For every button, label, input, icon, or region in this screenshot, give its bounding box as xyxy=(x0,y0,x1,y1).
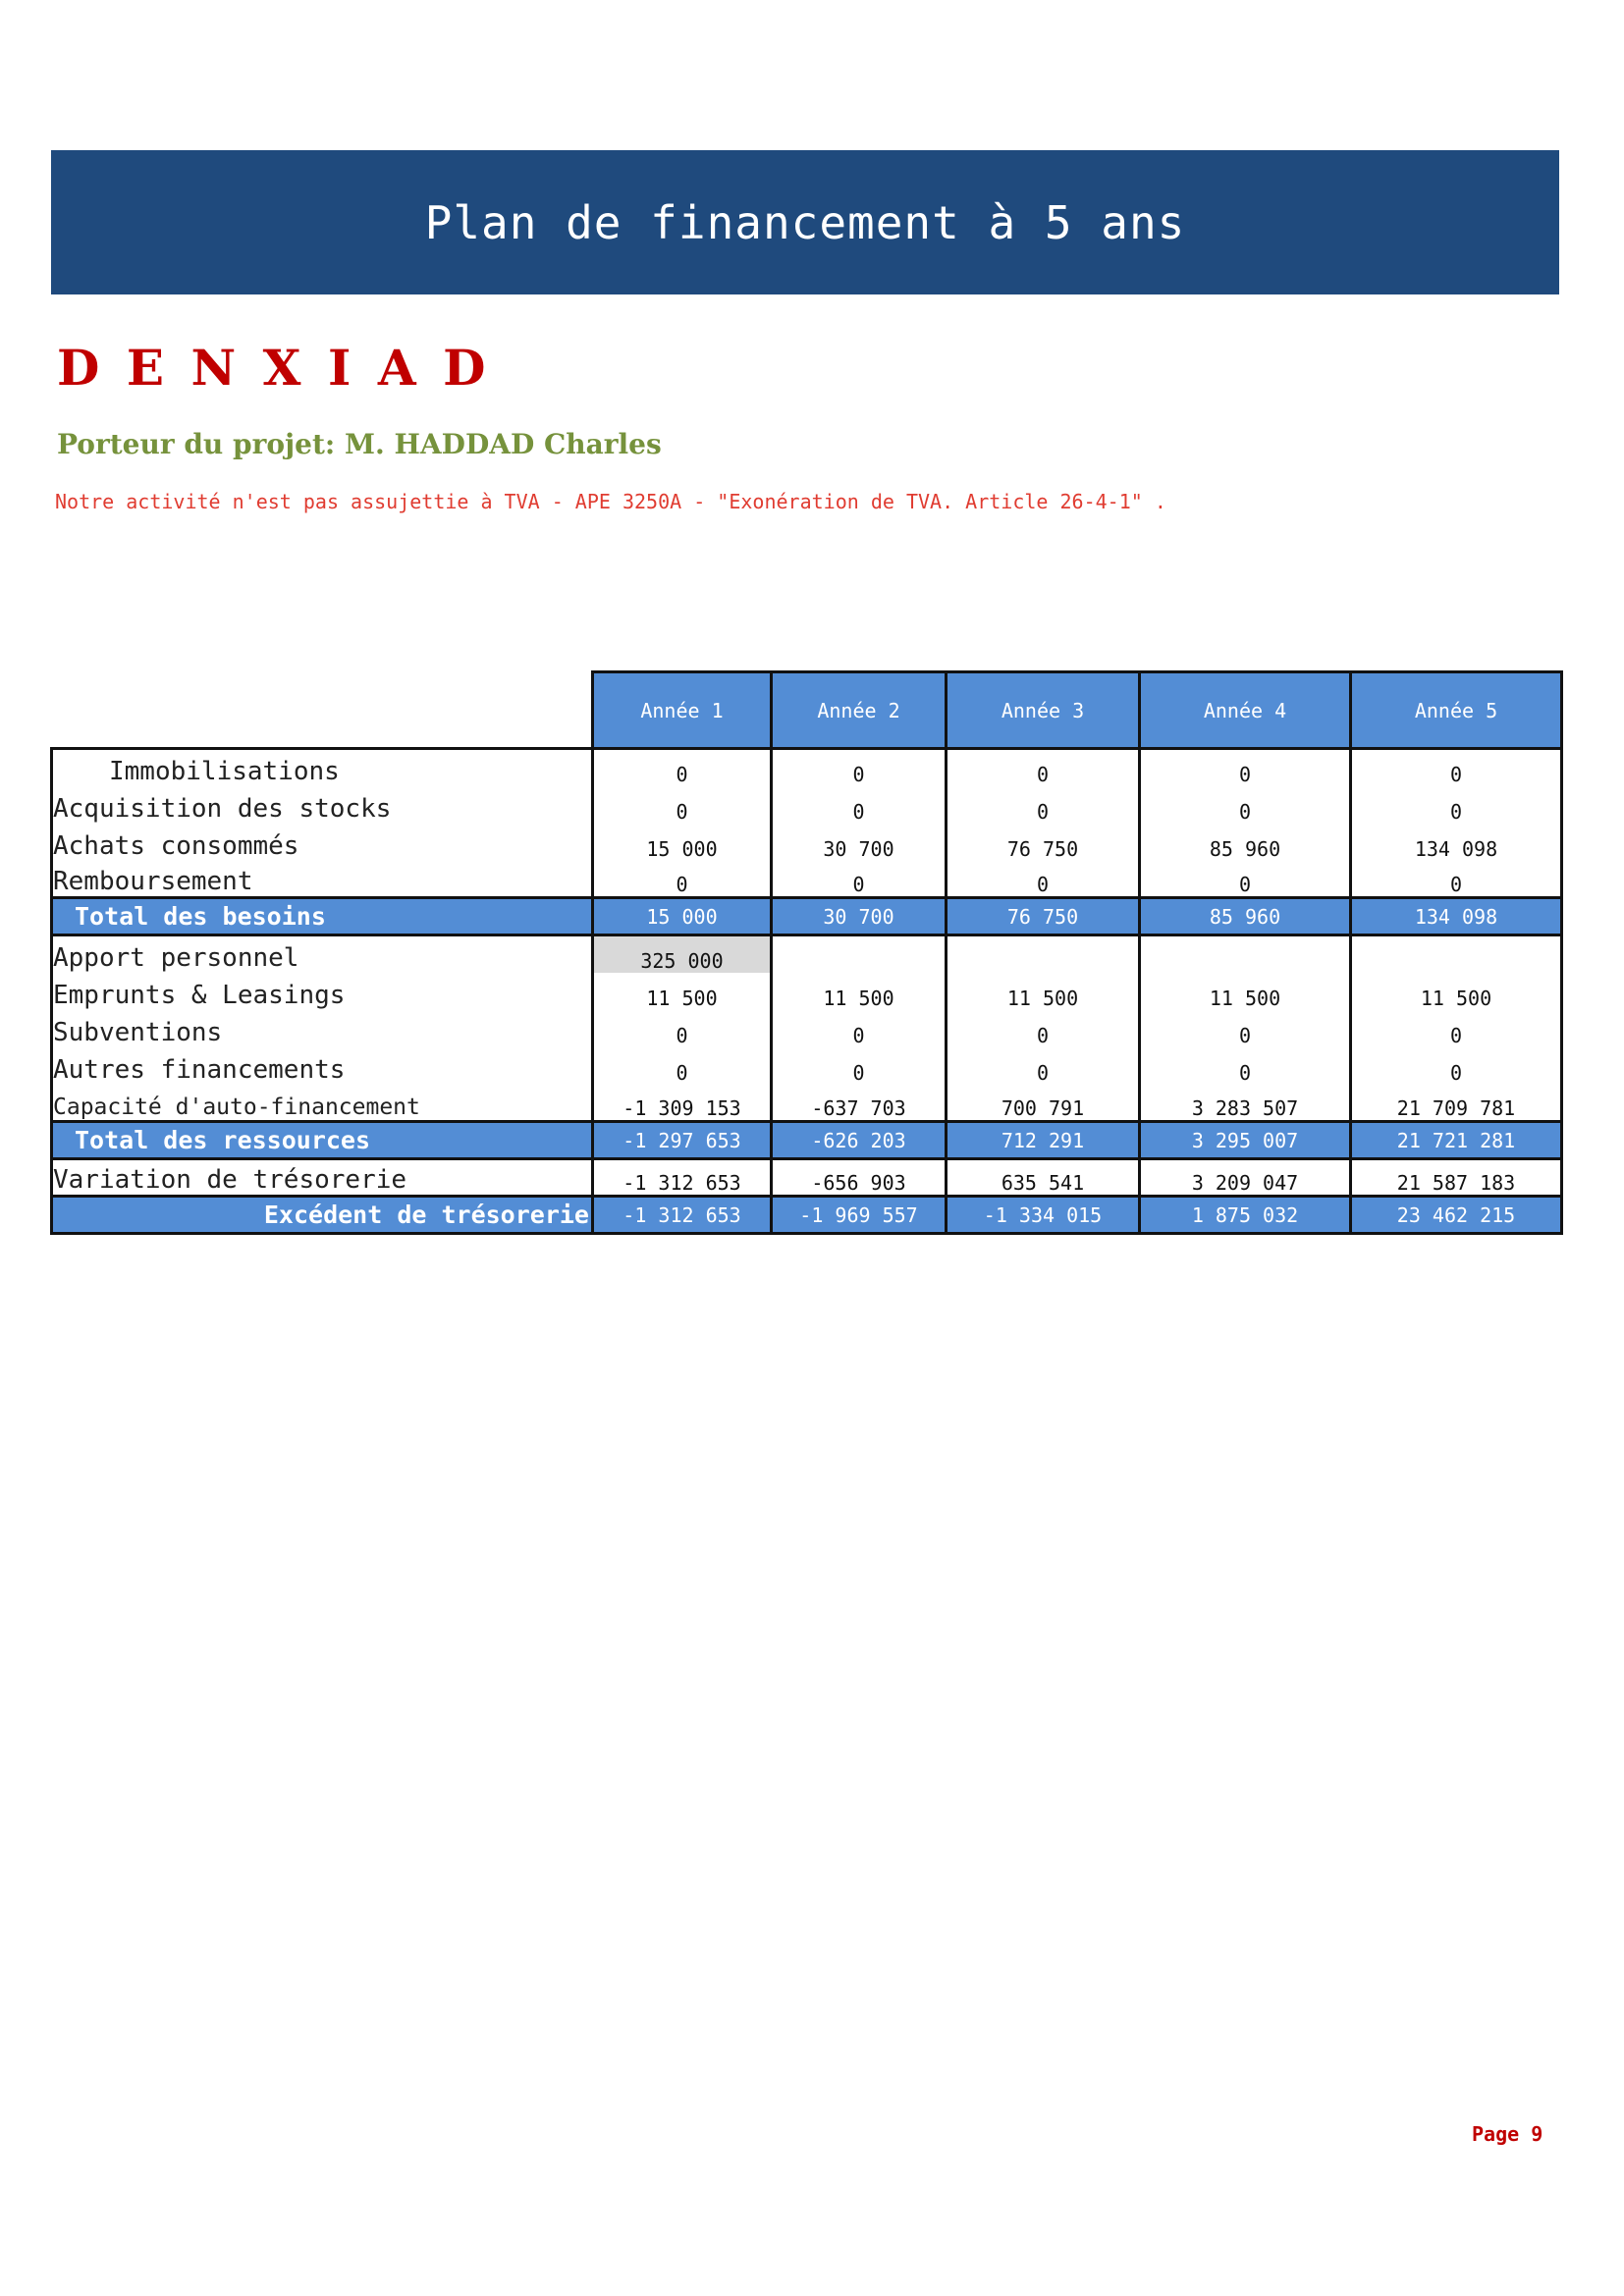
cell-value: 3 209 047 xyxy=(1140,1159,1351,1197)
cell-value: 0 xyxy=(1140,1010,1351,1047)
table-row xyxy=(52,861,1562,898)
cell-value: 21 587 183 xyxy=(1351,1159,1562,1197)
cell-value: 0 xyxy=(1351,861,1562,898)
total-ressources-label: Total des ressources xyxy=(52,1122,593,1159)
table-header-row xyxy=(52,672,1562,749)
row-label: Remboursement xyxy=(52,861,593,898)
cell-value: 21 709 781 xyxy=(1351,1085,1562,1122)
cell-value: 0 xyxy=(1351,1010,1562,1047)
row-label: Achats consommés xyxy=(52,824,593,861)
total-besoins-label: Total des besoins xyxy=(52,898,593,935)
table-row xyxy=(52,935,1562,973)
total-besoins-row xyxy=(52,898,1562,935)
cell-value: 0 xyxy=(1351,1047,1562,1085)
table-row xyxy=(52,786,1562,824)
cell-value: 134 098 xyxy=(1351,824,1562,861)
row-label: Apport personnel xyxy=(52,935,593,973)
cell-value: 0 xyxy=(1351,749,1562,786)
cell-value: 11 500 xyxy=(1140,973,1351,1010)
project-owner: Porteur du projet: M. HADDAD Charles xyxy=(57,428,662,460)
cell-value xyxy=(1351,935,1562,973)
total-value: -1 334 015 xyxy=(947,1197,1140,1234)
total-value: 21 721 281 xyxy=(1351,1122,1562,1159)
row-label: Acquisition des stocks xyxy=(52,786,593,824)
row-label: Subventions xyxy=(52,1010,593,1047)
total-value: -626 203 xyxy=(772,1122,947,1159)
total-value: 15 000 xyxy=(593,898,772,935)
cell-value: 85 960 xyxy=(1140,824,1351,861)
cell-value: 0 xyxy=(947,786,1140,824)
cell-value: 0 xyxy=(593,786,772,824)
total-value: 23 462 215 xyxy=(1351,1197,1562,1234)
cell-value: 11 500 xyxy=(1351,973,1562,1010)
company-name: DENXIAD xyxy=(57,339,514,397)
cell-value: 30 700 xyxy=(772,824,947,861)
table-row xyxy=(52,1010,1562,1047)
table-row xyxy=(52,973,1562,1010)
cell-value: 0 xyxy=(593,1047,772,1085)
cell-value: 0 xyxy=(947,749,1140,786)
cell-value: 0 xyxy=(1140,749,1351,786)
excedent-row xyxy=(52,1197,1562,1234)
total-value: 85 960 xyxy=(1140,898,1351,935)
cell-value: 0 xyxy=(947,861,1140,898)
cell-value: 76 750 xyxy=(947,824,1140,861)
cell-value: 11 500 xyxy=(593,973,772,1010)
page-title-banner xyxy=(51,150,1559,294)
cell-value: 0 xyxy=(593,749,772,786)
financing-plan-table xyxy=(50,670,1563,1235)
cell-value: -637 703 xyxy=(772,1085,947,1122)
total-value: 30 700 xyxy=(772,898,947,935)
cell-value: 0 xyxy=(772,1047,947,1085)
total-value: -1 297 653 xyxy=(593,1122,772,1159)
cell-value: -1 312 653 xyxy=(593,1159,772,1197)
total-value: 76 750 xyxy=(947,898,1140,935)
cell-value: 0 xyxy=(593,1010,772,1047)
total-value: 3 295 007 xyxy=(1140,1122,1351,1159)
cell-value: 15 000 xyxy=(593,824,772,861)
cell-value: 0 xyxy=(1140,861,1351,898)
row-label: Autres financements xyxy=(52,1047,593,1085)
total-value: -1 312 653 xyxy=(593,1197,772,1234)
cell-value: 0 xyxy=(947,1010,1140,1047)
cell-value: 0 xyxy=(772,749,947,786)
cell-value xyxy=(947,935,1140,973)
total-value: 712 291 xyxy=(947,1122,1140,1159)
variation-row xyxy=(52,1159,1562,1197)
cell-value: 0 xyxy=(593,861,772,898)
cell-value: 0 xyxy=(772,1010,947,1047)
table-row xyxy=(52,824,1562,861)
page-title: Plan de financement à 5 ans xyxy=(424,195,1186,249)
cell-value: 0 xyxy=(1140,1047,1351,1085)
cell-value: 11 500 xyxy=(947,973,1140,1010)
cell-value: 635 541 xyxy=(947,1159,1140,1197)
cell-value: 325 000 xyxy=(593,935,772,973)
header-year-5: Année 5 xyxy=(1351,672,1562,749)
cell-value: 700 791 xyxy=(947,1085,1140,1122)
row-label: Variation de trésorerie xyxy=(52,1159,593,1197)
total-value: 1 875 032 xyxy=(1140,1197,1351,1234)
header-year-1: Année 1 xyxy=(593,672,772,749)
total-value: 134 098 xyxy=(1351,898,1562,935)
row-label: Immobilisations xyxy=(52,749,593,786)
page-number: Page 9 xyxy=(1472,2122,1543,2146)
excedent-label: Excédent de trésorerie xyxy=(52,1197,593,1234)
cell-value: 0 xyxy=(772,861,947,898)
cell-value: -1 309 153 xyxy=(593,1085,772,1122)
row-label: Emprunts & Leasings xyxy=(52,973,593,1010)
cell-value: 0 xyxy=(947,1047,1140,1085)
cell-value: 0 xyxy=(772,786,947,824)
cell-value: 0 xyxy=(1140,786,1351,824)
cell-value: 0 xyxy=(1351,786,1562,824)
tva-note: Notre activité n'est pas assujettie à TVA - APE 3250A - "Exonération de TVA. Article 26-4-1" . xyxy=(55,490,1166,513)
cell-value xyxy=(1140,935,1351,973)
total-value: -1 969 557 xyxy=(772,1197,947,1234)
total-ressources-row xyxy=(52,1122,1562,1159)
table-row xyxy=(52,749,1562,786)
cell-value: 3 283 507 xyxy=(1140,1085,1351,1122)
table-row xyxy=(52,1047,1562,1085)
cell-value xyxy=(772,935,947,973)
table-row xyxy=(52,1085,1562,1122)
header-year-3: Année 3 xyxy=(947,672,1140,749)
header-blank-cell xyxy=(52,672,593,749)
cell-value: 11 500 xyxy=(772,973,947,1010)
header-year-2: Année 2 xyxy=(772,672,947,749)
header-year-4: Année 4 xyxy=(1140,672,1351,749)
cell-value: -656 903 xyxy=(772,1159,947,1197)
row-label: Capacité d'auto-financement xyxy=(52,1085,593,1122)
